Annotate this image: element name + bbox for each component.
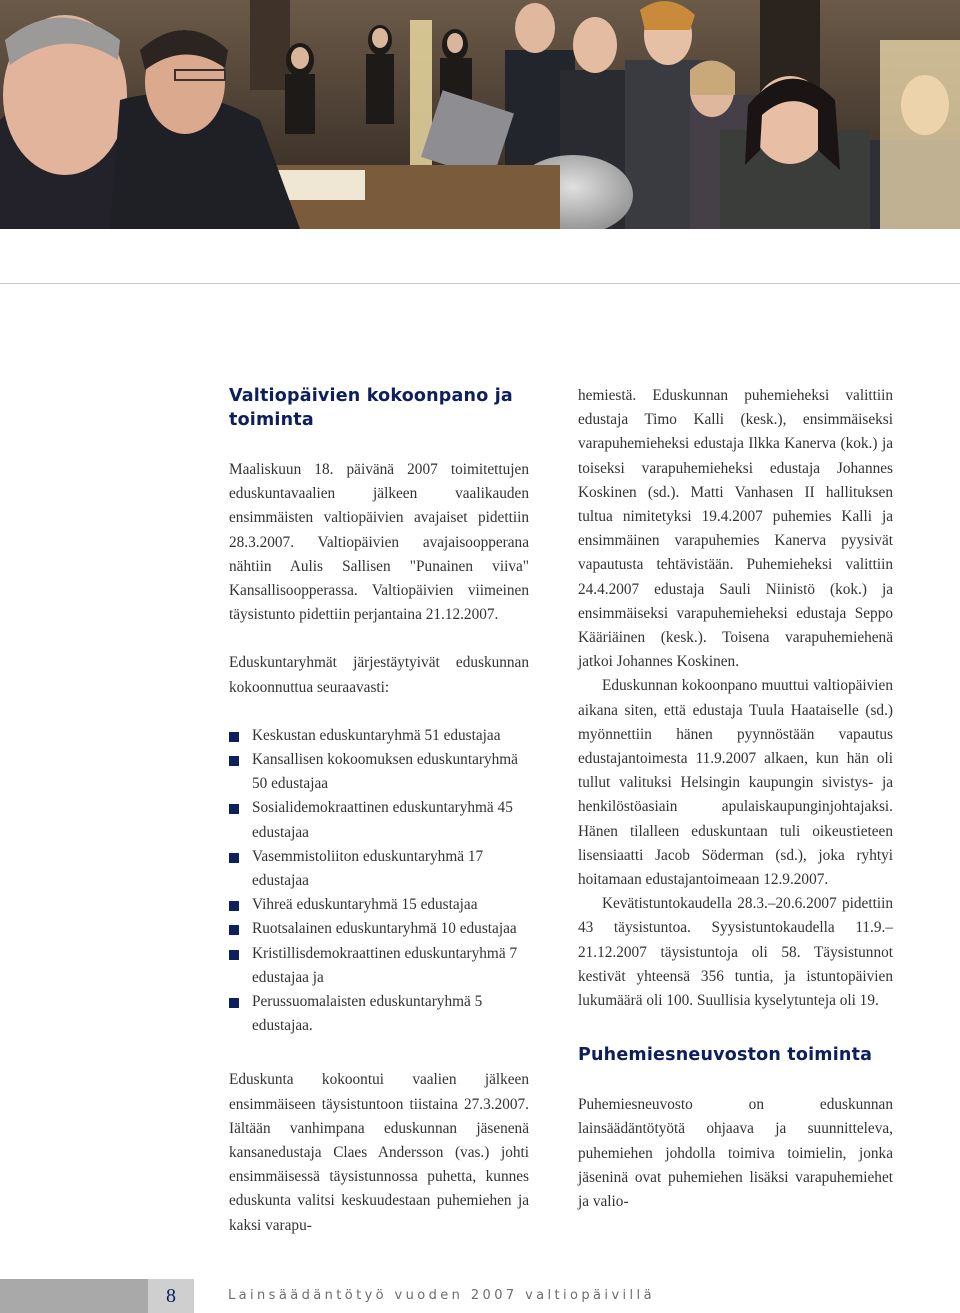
list-item: Kansallisen kokoomuksen eduskuntaryhmä 50 edustajaa	[229, 748, 529, 796]
list-item: Vihreä eduskuntaryhmä 15 edustajaa	[229, 893, 529, 917]
paragraph-sessions: Kevätistuntokaudella 28.3.–20.6.2007 pidettiin 43 täysistuntoa. Syysistuntokaudella 11.9.–21.12.2007 täysistuntoja oli 58. Täysistunnot kestivät yhteensä 356 tuntia, ja istuntopäivien lukumäärä oli 100. Suullisia kyselytunteja oli 19.	[578, 895, 893, 1010]
paragraph-speakers-council: Puhemiesneuvosto on eduskunnan lainsäädäntötyötä ohjaava ja suunnitteleva, puhemiehen johdolla toimiva toimielin, jonka jäseninä ovat puhemiehen lisäksi varapuhemiehet ja valio-	[578, 1096, 893, 1211]
plenary-session-photo	[0, 0, 960, 229]
header-divider	[0, 283, 960, 284]
list-item: Kristillisdemokraattinen eduskuntaryhmä 7 edustajaa ja	[229, 942, 529, 990]
list-item: Keskustan eduskuntaryhmä 51 edustajaa	[229, 724, 529, 748]
parliamentary-groups-list	[229, 724, 529, 1039]
list-item: Sosialidemokraattinen eduskuntaryhmä 45 edustajaa	[229, 796, 529, 844]
paragraph-opening: Maaliskuun 18. päivänä 2007 toimitettujen eduskuntavaalien jälkeen vaalikauden ensimmäisten valtiopäivien avajaiset pidettiin 28.3.2007. Valtiopäivien avajaisoopperana nähtiin Aulis Sallisen "Punainen viiva" Kansallisoopperassa. Valtiopäivien viimeinen täysistunto pidettiin perjantaina 21.12.2007.	[229, 461, 529, 624]
section-heading-composition: Valtiopäivien kokoonpano ja toiminta	[229, 386, 513, 430]
paragraph-speakers: hemiestä. Eduskunnan puhemieheksi valittiin edustaja Timo Kalli (kesk.), ensimmäiseksi varapuhemieheksi edustaja Ilkka Kanerva (kok.) ja toiseksi varapuhemieheksi edustaja Johannes Koskinen (sd.). Matti Vanhasen II hallituksen tultua nimitetyksi 19.4.2007 puhemies Kalli ja ensimmäinen varapuhemies Kanerva pyysivät vapautusta tehtävistään. Puhemieheksi valittiin 24.4.2007 edustaja Sauli Niinistö (kok.) ja ensimmäiseksi varapuhemieheksi edustaja Seppo Kääriäinen (kesk.). Toisena varapuhemiehenä jatkoi Johannes Koskinen.	[578, 387, 893, 671]
page-number: 8	[148, 1279, 194, 1313]
right-column	[578, 384, 893, 1214]
left-column	[229, 384, 529, 1238]
footer-bar	[0, 1279, 148, 1313]
running-title: Lainsäädäntötyö vuoden 2007 valtiopäivillä	[228, 1288, 655, 1303]
page-footer	[0, 1279, 960, 1313]
section-heading-speakers-council: Puhemiesneuvoston toiminta	[578, 1045, 873, 1066]
list-item: Perussuomalaisten eduskuntaryhmä 5 edustajaa.	[229, 990, 529, 1038]
paragraph-composition-change: Eduskunnan kokoonpano muuttui valtiopäivien aikana siten, että edustaja Tuula Haataiselle (sd.) myönnettiin hänen pyynnöstään vapautus edustajantoimesta 11.9.2007 alkaen, kun hän oli tullut valituksi Helsingin kaupungin sivistys- ja henkilöstöasiain apulaiskaupunginjohtajaksi. Hänen tilalleen eduskuntaan tuli oikeustieteen lisensiaatti Jacob Söderman (sd.), joka ryhtyi hoitamaan edustajantoimeaan 12.9.2007.	[578, 677, 893, 889]
paragraph-first-session: Eduskunta kokoontui vaalien jälkeen ensimmäiseen täysistuntoon tiistaina 27.3.2007. Iältään vanhimpana eduskunnan jäsenenä kansanedustaja Claes Andersson (vas.) johti ensimmäisessä täysistunnossa puhetta, kunnes eduskunta valitsi keskuudestaan puhemiehen ja kaksi varapu-	[229, 1071, 529, 1234]
header-photo	[0, 0, 960, 229]
list-item: Vasemmistoliiton eduskuntaryhmä 17 edustajaa	[229, 845, 529, 893]
list-item: Ruotsalainen eduskuntaryhmä 10 edustajaa	[229, 917, 529, 941]
paragraph-groups-intro: Eduskuntaryhmät järjestäytyivät eduskunnan kokoonnuttua seuraavasti:	[229, 654, 529, 696]
